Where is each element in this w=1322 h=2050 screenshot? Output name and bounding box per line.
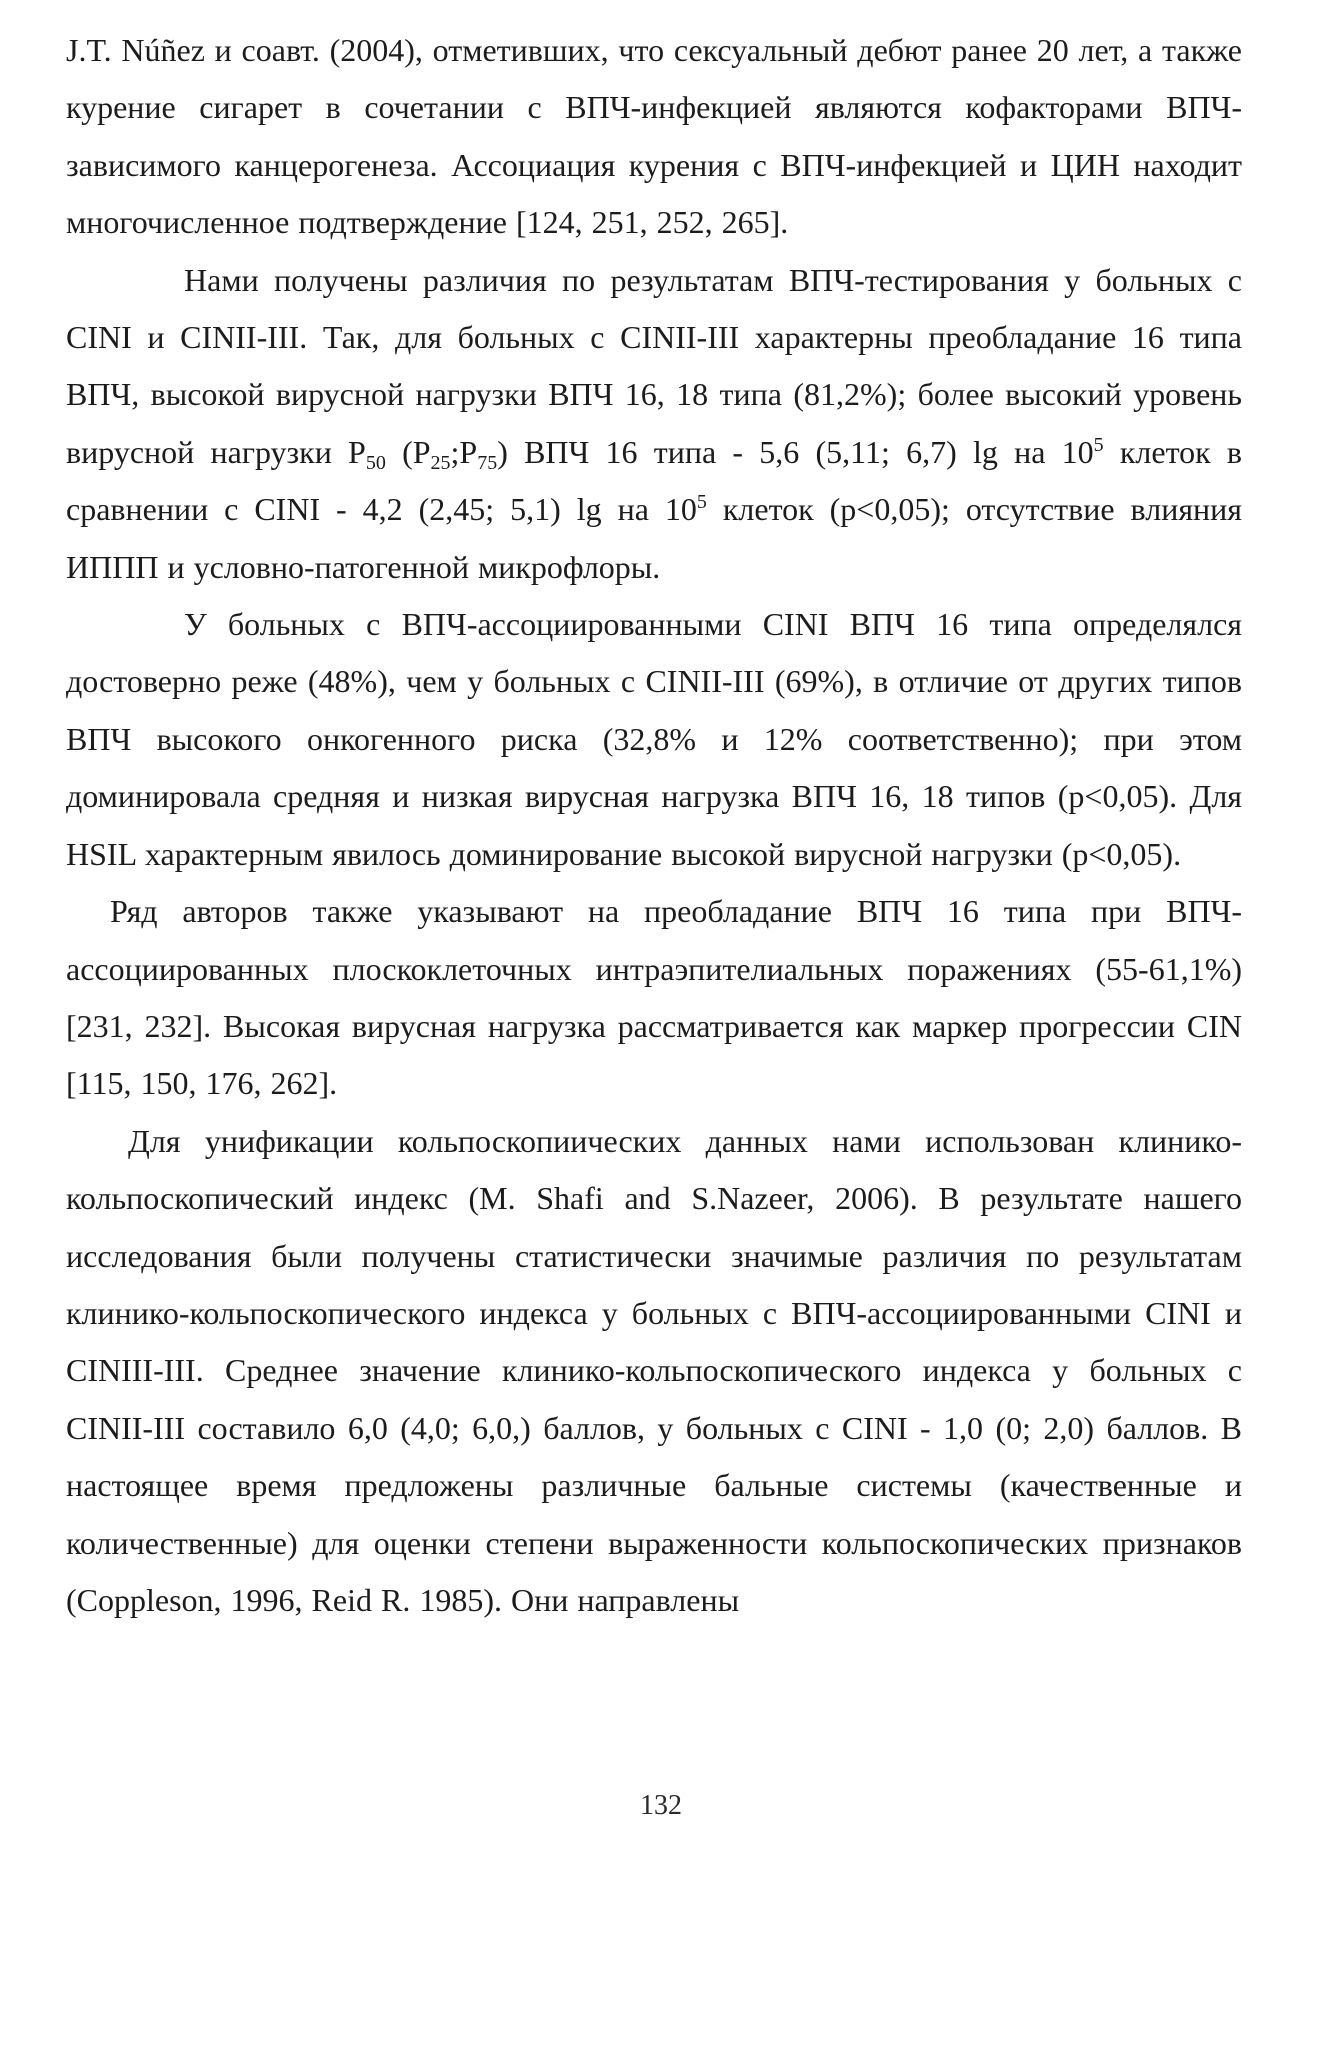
paragraph	[66, 1113, 1242, 1630]
text-segment: Для унификации кольпоскопиических данных нами использован клинико-кольпоскопический индекс (M. Shafi and S.Nazeer, 2006). В результате нашего исследования были получены статистически значимые различия по результатам клинико-кольпоскопического индекса у больных с ВПЧ-ассоциированными CINI и CINIII-III. Среднее значение клинико-кольпоскопического индекса у больных с CINII-III составило 6,0 (4,0; 6,0,) баллов, у больных с CINI - 1,0 (0; 2,0) баллов. В настоящее время предложены различные бальные системы (качественные и количественные) для оценки степени выраженности кольпоскопических признаков (Coppleson, 1996, Reid R. 1985). Они направлены	[66, 1122, 1242, 1618]
text-segment: (P	[385, 433, 431, 470]
text-segment: ;P	[450, 433, 478, 470]
text-segment: Ряд авторов также указывают на преобладание ВПЧ 16 типа при ВПЧ-ассоциированных плоскоклеточных интраэпителиальных поражениях (55-61,1%) [231, 232]. Высокая вирусная нагрузка рассматривается как маркер прогрессии CIN [115, 150, 176, 262].	[66, 893, 1242, 1102]
subscript-text: 50	[365, 451, 386, 474]
supscript-text: 5	[1093, 433, 1104, 456]
text-segment: клеток в сравнении с CINI - 4,2 (2,45; 5,1) lg на 10	[66, 433, 1242, 528]
document-body	[66, 22, 1242, 1629]
supscript-text: 5	[696, 491, 707, 514]
paragraph	[66, 596, 1242, 883]
paragraph	[66, 22, 1242, 252]
text-segment: ) ВПЧ 16 типа - 5,6 (5,11; 6,7) lg на 10	[497, 433, 1094, 470]
text-segment: J.T. Núñez и соавт. (2004), отметивших, что сексуальный дебют ранее 20 лет, а также курение сигарет в сочетании с ВПЧ-инфекцией являются кофакторами ВПЧ-зависимого канцерогенеза. Ассоциация курения с ВПЧ-инфекцией и ЦИН находит многочисленное подтверждение [124, 251, 252, 265].	[66, 32, 1242, 241]
page-number: 132	[640, 1790, 682, 1821]
text-segment: Нами получены различия по результатам ВПЧ-тестирования у больных с CINI и CINII-III. Так, для больных с CINII-III характерны преобладание 16 типа ВПЧ, высокой вирусной нагрузки ВПЧ 16, 18 типа (81,2%); более высокий уровень вирусной нагрузки P	[66, 261, 1242, 470]
text-segment: клеток (p<0,05); отсутствие влияния ИППП и условно-патогенной микрофлоры.	[66, 491, 1243, 585]
paragraph	[66, 252, 1242, 596]
text-segment: У больных с ВПЧ-ассоциированными CINI ВПЧ 16 типа определялся достоверно реже (48%), чем у больных с CINII-III (69%), в отличие от других типов ВПЧ высокого онкогенного риска (32,8% и 12% соответственно); при этом доминировала средняя и низкая вирусная нагрузка ВПЧ 16, 18 типов (p<0,05). Для HSIL характерным явилось доминирование высокой вирусной нагрузки (p<0,05).	[66, 606, 1242, 872]
subscript-text: 25	[430, 451, 451, 474]
paragraph	[66, 883, 1242, 1113]
subscript-text: 75	[477, 451, 498, 474]
